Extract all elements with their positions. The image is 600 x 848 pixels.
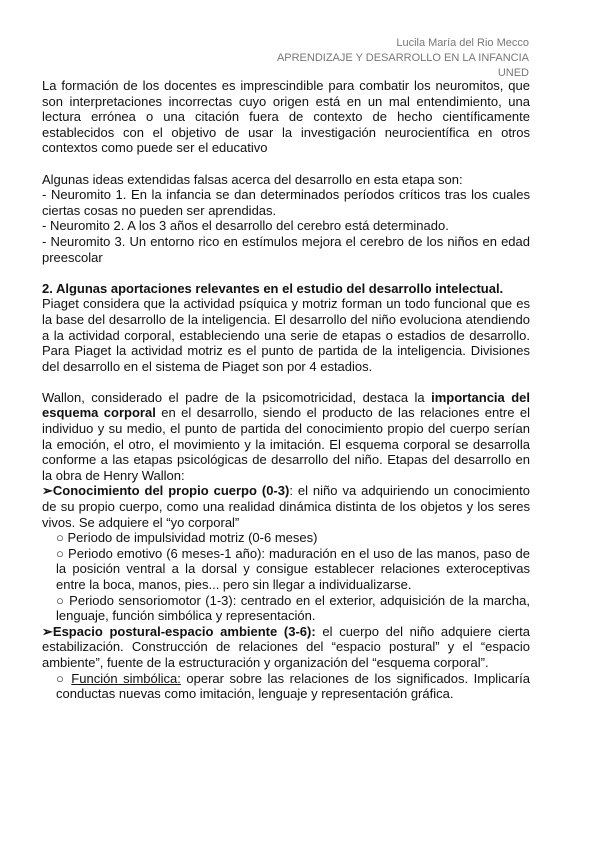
document-body [42, 78, 530, 702]
university-name: UNED [497, 67, 529, 79]
stage-2-title: Espacio postural-espacio ambiente (3-6): [52, 623, 316, 639]
stage-2-sub-1: ○ Función simbólica: operar sobre las relaciones de los significados. Implicaría conductas nuevas como imitación, lenguaje y representación gráfica. [56, 670, 530, 702]
page-header [277, 36, 529, 81]
neuromitos-intro: Algunas ideas extendidas falsas acerca del desarrollo en esta etapa son: [42, 171, 463, 187]
stage-1-title: Conocimiento del propio cuerpo (0-3) [52, 483, 290, 499]
stage-1-item [42, 483, 530, 530]
piaget-paragraph: Piaget considera que la actividad psíquica y motriz forman un todo funcional que es la base del desarrollo de la inteligencia. El desarrollo del niño evoluciona atendiendo a la actividad corporal, estableciendo una serie de etapas o estadios de desarrollo. Para Piaget la actividad motriz es el punto de partida de la inteligencia. Divisiones del desarrollo en el sistema de Piaget son por 4 estadios. [42, 296, 530, 374]
course-name: APRENDIZAJE Y DESARROLLO EN LA INFANCIA [276, 52, 529, 64]
funcion-simbolica-label: Función simbólica: [71, 670, 181, 686]
stage-1-sub-1: ○ Periodo de impulsividad motriz (0-6 meses) [56, 530, 318, 546]
circle-bullet-icon: ○ [56, 592, 65, 608]
stage-1-sub-2: ○ Periodo emotivo (6 meses-1 año): maduración en el uso de las manos, paso de la posición ventral a la dorsal y consigue establecer relaciones exteroceptivas entre la boca, manos, pies... pero sin llegar a individualizarse. [56, 545, 530, 592]
wallon-paragraph: Wallon, considerado el padre de la psicomotricidad, destaca la importancia del esquema corporal en el desarrollo, siendo el producto de las relaciones entre el individuo y su medio, el punto de partida del conocimiento propio del cuerpo serían la emoción, el otro, el movimiento y la imitación. El esquema corporal se desarrolla conforme a las etapas psicológicas de desarrollo del niño. Etapas del desarrollo en la obra de Henry Wallon: [42, 389, 530, 483]
arrow-bullet-icon: ➢ [42, 483, 53, 499]
stage-1-sub-3: ○ Periodo sensoriomotor (1-3): centrado en el exterior, adquisición de la marcha, lenguaje, función simbólica y representación. [56, 592, 530, 624]
neuromito-3: - Neuromito 3. Un entorno rico en estímulos mejora el cerebro de los niños en edad preescolar [42, 233, 530, 265]
neuromitos-paragraph: La formación de los docentes es imprescindible para combatir los neuromitos, que son interpretaciones incorrectas cuyo origen está en un mal entendimiento, una lectura errónea o una citación fuera de contexto de hecho científicamente establecidos con el objetivo de usar la investigación neurocientífica en otros contextos como puede ser el educativo [42, 78, 530, 156]
neuromito-2: - Neuromito 2. A los 3 años el desarrollo del cerebro está determinado. [42, 218, 449, 234]
stage-1-text: : el niño va adquiriendo un conocimiento de su propio cuerpo, como una realidad dinámica distinta de los objetos y los seres vivos. Se adquiere el “yo corporal” [42, 483, 530, 530]
author-name: Lucila María del Rio Mecco [396, 37, 529, 49]
section-2-heading: 2. Algunas aportaciones relevantes en el estudio del desarrollo intelectual. [42, 280, 504, 296]
neuromito-1: - Neuromito 1. En la infancia se dan determinados períodos críticos tras los cuales ciertas cosas no pueden ser aprendidas. [42, 187, 530, 218]
stage-2-item [42, 624, 530, 671]
arrow-bullet-icon: ➢ [42, 623, 53, 639]
wallon-emphasis: importancia del esquema corporal [42, 389, 530, 421]
stage-2-text: el cuerpo del niño adquiere cierta estabilización. Construcción de relaciones del “espacio postural” y el “espacio ambiente”, fuente de la estructuración y organización del “esquema corporal”. [42, 623, 530, 670]
circle-bullet-icon: ○ [56, 545, 65, 561]
circle-bullet-icon: ○ [56, 530, 64, 546]
circle-bullet-icon: ○ [56, 670, 66, 686]
